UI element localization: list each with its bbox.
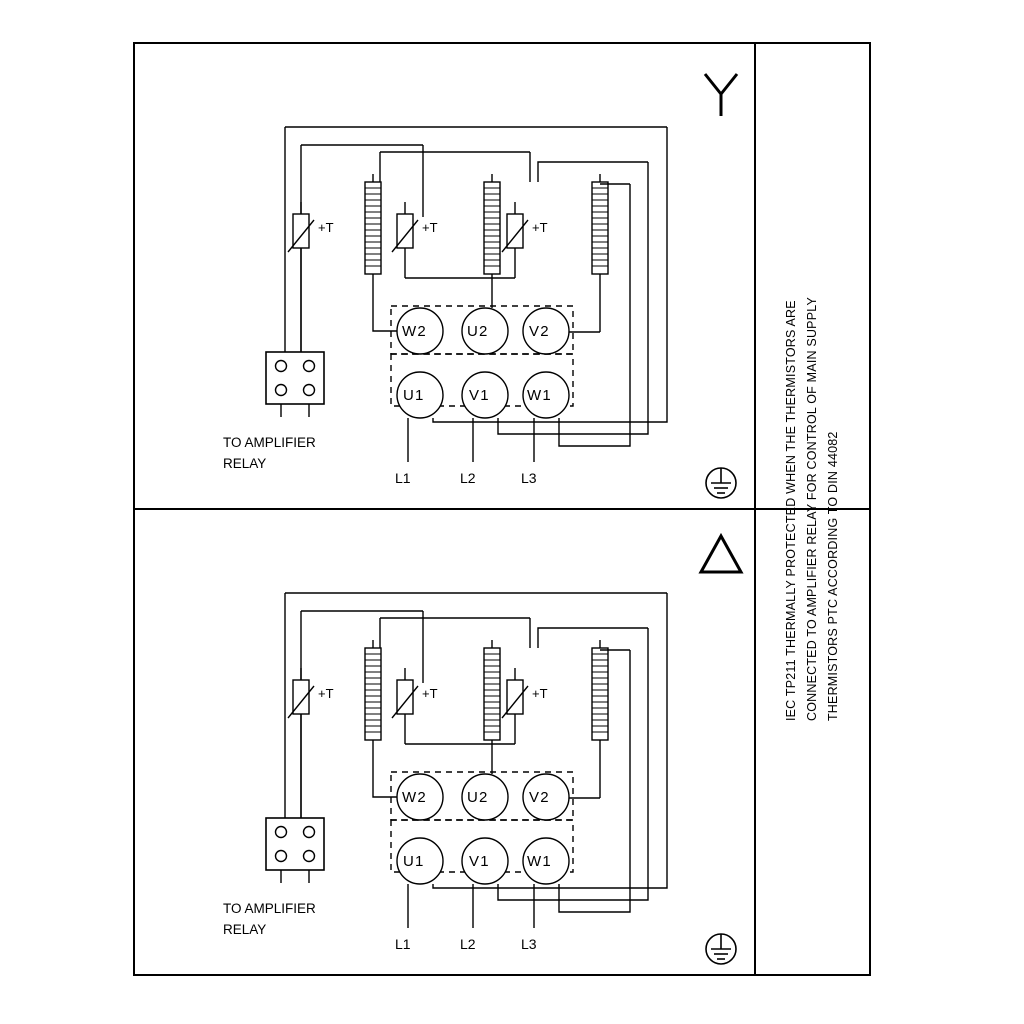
terminal-label-U1: U1 [403, 387, 425, 404]
terminal-label-V1: V1 [469, 387, 490, 404]
terminal-label-W2: W2 [402, 789, 427, 806]
amplifier-label-line2: RELAY [223, 922, 267, 937]
amplifier-label-line1: TO AMPLIFIER [223, 901, 316, 916]
panel-delta [133, 508, 754, 974]
amplifier-label-line1: TO AMPLIFIER [223, 435, 316, 450]
amplifier-label-line2: RELAY [223, 456, 267, 471]
terminal-label-V1: V1 [469, 853, 490, 870]
earth-ground-icon [706, 468, 736, 498]
panel-star [133, 42, 754, 508]
winding-coil-3 [592, 174, 608, 332]
phase-label-L2: L2 [460, 470, 476, 486]
note-column [754, 42, 871, 976]
thermistor-label-2: +T [422, 686, 438, 701]
thermistor-label-1: +T [318, 220, 334, 235]
terminal-label-W1: W1 [527, 387, 552, 404]
thermistor-1 [288, 202, 314, 272]
thermistor-2 [392, 668, 418, 744]
note-line-3: THERMISTORS PTC ACCORDING TO DIN 44082 [826, 431, 840, 722]
terminal-label-U2: U2 [467, 789, 489, 806]
phase-label-L3: L3 [521, 936, 537, 952]
thermistor-label-2: +T [422, 220, 438, 235]
thermistor-3 [502, 668, 528, 744]
thermistor-3 [502, 202, 528, 278]
amplifier-terminal-block [266, 818, 324, 883]
terminal-label-W2: W2 [402, 323, 427, 340]
terminal-label-V2: V2 [529, 323, 550, 340]
phase-label-L1: L1 [395, 936, 411, 952]
terminal-label-V2: V2 [529, 789, 550, 806]
winding-coil-2 [484, 174, 500, 288]
amplifier-terminal-block [266, 352, 324, 417]
note-line-2: CONNECTED TO AMPLIFIER RELAY FOR CONTROL OF MAIN SUPPLY [805, 296, 819, 722]
thermistor-label-3: +T [532, 686, 548, 701]
thermistor-1 [288, 668, 314, 738]
terminal-label-U1: U1 [403, 853, 425, 870]
winding-coil-1 [365, 174, 381, 288]
phase-label-L2: L2 [460, 936, 476, 952]
delta-triangle-icon [701, 536, 741, 572]
note-line-1: IEC TP211 THERMALLY PROTECTED WHEN THE THERMISTORS ARE [784, 300, 798, 722]
thermistor-2 [392, 202, 418, 278]
terminal-label-W1: W1 [527, 853, 552, 870]
earth-ground-icon [706, 934, 736, 964]
thermistor-label-3: +T [532, 220, 548, 235]
winding-coil-1 [365, 640, 381, 754]
thermistor-label-1: +T [318, 686, 334, 701]
winding-coil-3 [592, 640, 608, 798]
phase-label-L3: L3 [521, 470, 537, 486]
winding-coil-2 [484, 640, 500, 754]
phase-label-L1: L1 [395, 470, 411, 486]
star-y-icon [705, 74, 737, 116]
terminal-label-U2: U2 [467, 323, 489, 340]
